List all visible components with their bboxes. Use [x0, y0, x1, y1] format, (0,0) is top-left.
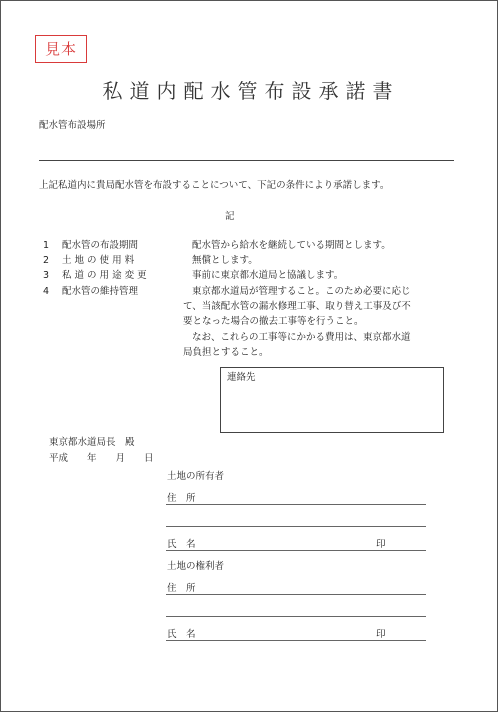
location-line: [39, 160, 454, 161]
owner-address-line[interactable]: [166, 504, 426, 505]
rights-holder-seal: 印: [376, 629, 386, 640]
rights-holder-name-label: 氏 名: [167, 629, 196, 640]
condition-number: 1: [43, 240, 50, 251]
condition-text: 配水管から給水を継続している期間とします。: [192, 240, 391, 251]
condition-continuation: 要となった場合の撤去工事等を行うこと。: [183, 316, 364, 327]
owner-seal: 印: [376, 539, 386, 550]
condition-number: 3: [43, 270, 50, 281]
condition-label: 配水管の布設期間: [62, 240, 139, 251]
rights-holder-heading: 土地の権利者: [167, 561, 225, 572]
condition-continuation: なお、これらの工事等にかかる費用は、東京都水道: [192, 332, 411, 343]
contact-label: 連絡先: [227, 372, 256, 383]
owner-address-line-2[interactable]: [166, 526, 426, 527]
owner-name-label: 氏 名: [167, 539, 196, 550]
condition-continuation: て、当該配水管の漏水修理工事、取り替え工事及び不: [183, 301, 411, 312]
addressee: 東京都水道局長 殿: [49, 437, 135, 448]
condition-label: 土 地 の 使 用 料: [62, 255, 135, 266]
condition-text: 事前に東京都水道局と協議します。: [192, 270, 344, 281]
sample-stamp: 見本: [35, 35, 87, 63]
condition-text: 東京都水道局が管理すること。このため必要に応じ: [192, 286, 411, 297]
intro-text: 上記私道内に貴局配水管を布設することについて、下記の条件により承諾します。: [39, 180, 390, 191]
contact-box[interactable]: [220, 367, 444, 433]
rights-holder-name-line[interactable]: [166, 640, 426, 641]
condition-label: 配水管の維持管理: [62, 286, 139, 297]
owner-address-label: 住 所: [167, 493, 196, 504]
ki-heading: 記: [225, 211, 235, 222]
document-title: 私道内配水管布設承諾書: [102, 79, 400, 103]
rights-holder-address-label: 住 所: [167, 583, 196, 594]
condition-continuation: 局負担とすること。: [183, 347, 269, 358]
condition-number: 4: [43, 286, 50, 297]
rights-holder-address-line[interactable]: [166, 594, 426, 595]
rights-holder-address-line-2[interactable]: [166, 616, 426, 617]
condition-label: 私 道 の 用 途 変 更: [62, 270, 147, 281]
date-line[interactable]: 平成 年 月 日: [49, 453, 154, 464]
condition-text: 無償とします。: [192, 255, 258, 266]
condition-number: 2: [43, 255, 50, 266]
owner-heading: 土地の所有者: [167, 471, 225, 482]
owner-name-line[interactable]: [166, 550, 426, 551]
location-label: 配水管布設場所: [39, 120, 106, 131]
